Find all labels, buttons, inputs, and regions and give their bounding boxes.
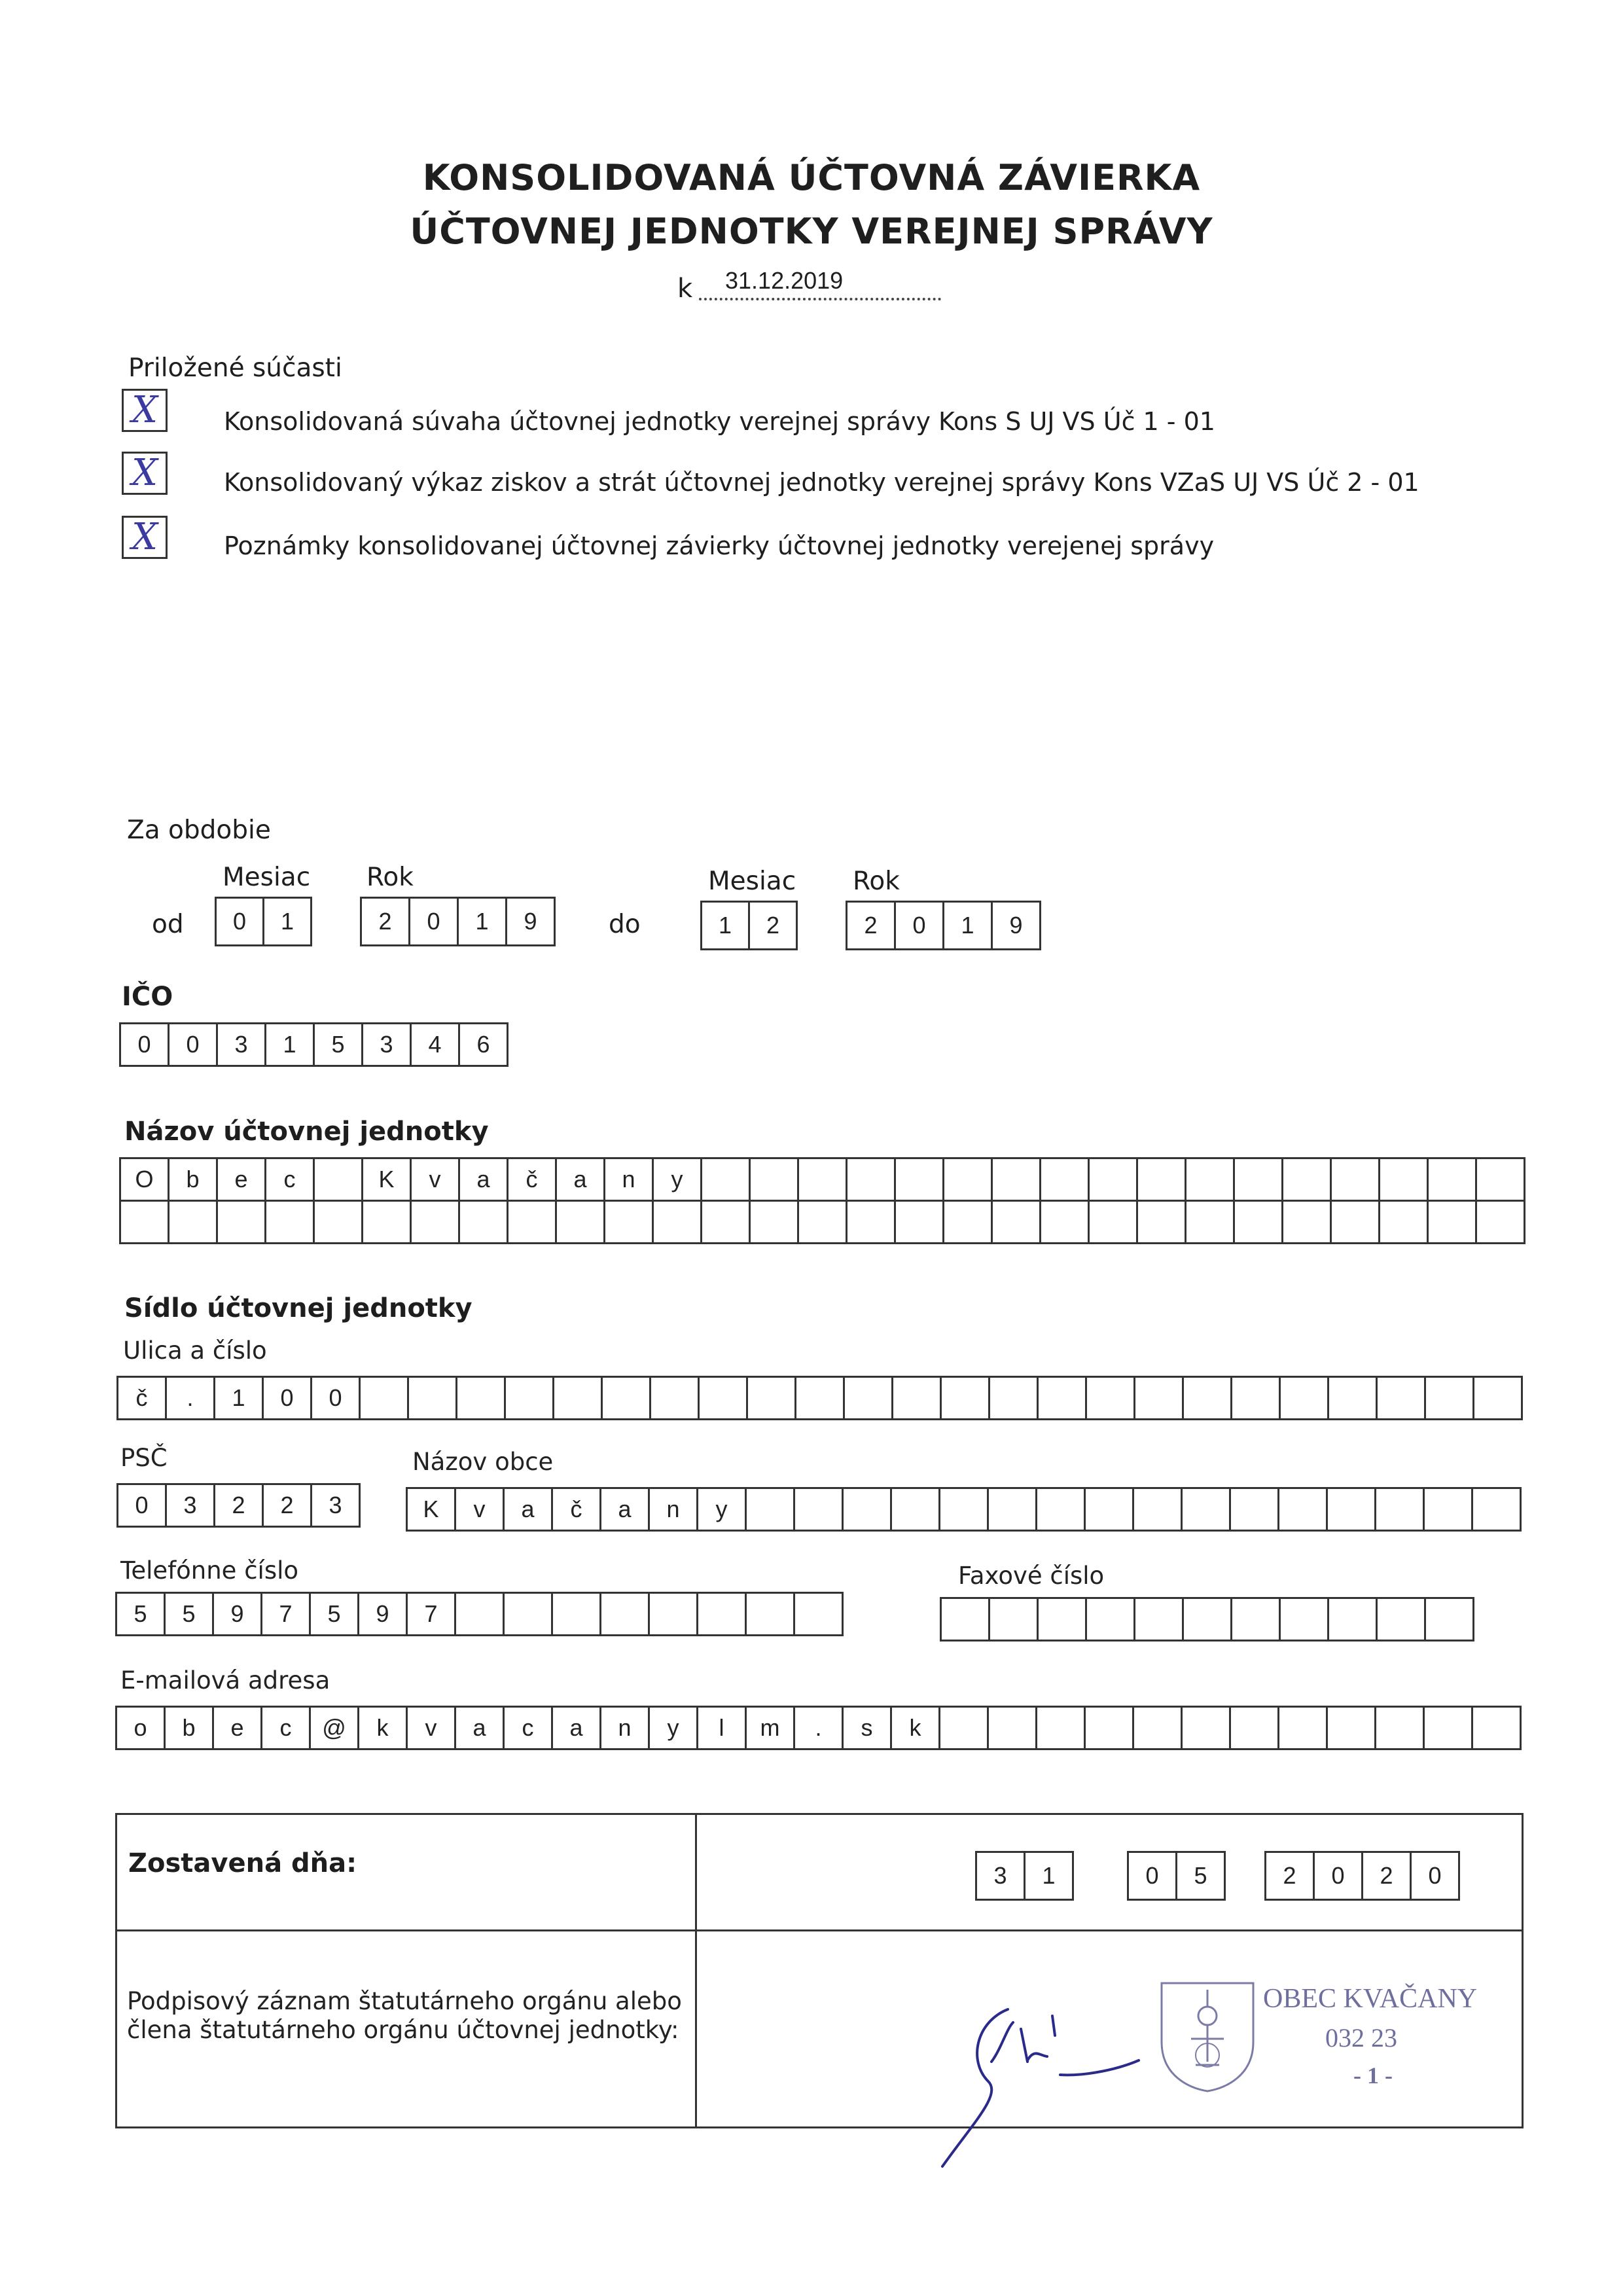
char-cell[interactable]: 3 — [312, 1483, 361, 1528]
town-field[interactable] — [406, 1487, 1522, 1532]
char-cell[interactable] — [315, 1157, 363, 1202]
char-cell[interactable] — [1329, 1597, 1378, 1641]
compiled-day-field[interactable] — [975, 1851, 1074, 1901]
char-cell[interactable]: y — [654, 1157, 702, 1202]
char-cell[interactable] — [506, 1376, 554, 1420]
char-cell[interactable] — [1474, 1376, 1523, 1420]
phone-field[interactable] — [115, 1592, 844, 1636]
char-cell[interactable] — [1473, 1706, 1522, 1750]
char-cell[interactable] — [508, 1200, 557, 1244]
char-cell[interactable] — [1329, 1376, 1378, 1420]
char-cell[interactable]: 0 — [312, 1376, 361, 1420]
char-cell[interactable] — [847, 1157, 896, 1202]
char-cell[interactable]: o — [117, 1706, 166, 1750]
char-cell[interactable]: 2 — [264, 1483, 312, 1528]
char-cell[interactable]: m — [747, 1706, 795, 1750]
char-cell[interactable] — [1425, 1706, 1473, 1750]
char-cell[interactable] — [1378, 1376, 1426, 1420]
char-cell[interactable] — [1184, 1597, 1232, 1641]
char-cell[interactable] — [651, 1376, 700, 1420]
char-cell[interactable] — [363, 1200, 412, 1244]
char-cell[interactable] — [1429, 1157, 1477, 1202]
char-cell[interactable] — [1231, 1487, 1279, 1532]
to-month-field[interactable] — [700, 901, 798, 950]
char-cell[interactable]: 3 — [363, 1022, 412, 1067]
char-cell[interactable] — [892, 1487, 940, 1532]
char-cell[interactable] — [169, 1200, 218, 1244]
char-cell[interactable] — [1232, 1376, 1281, 1420]
char-cell[interactable]: y — [698, 1487, 747, 1532]
char-cell[interactable]: 5 — [1177, 1851, 1226, 1901]
char-cell[interactable] — [1039, 1597, 1087, 1641]
char-cell[interactable] — [799, 1157, 847, 1202]
char-cell[interactable] — [1186, 1200, 1235, 1244]
from-month-label: Mesiac — [223, 863, 311, 892]
char-cell[interactable] — [1086, 1487, 1134, 1532]
char-cell[interactable]: @ — [311, 1706, 359, 1750]
char-cell[interactable]: y — [650, 1706, 698, 1750]
street-field[interactable] — [116, 1376, 1523, 1420]
handwritten-signature — [929, 1983, 1165, 2173]
char-cell[interactable] — [993, 1200, 1041, 1244]
char-cell[interactable]: a — [460, 1157, 508, 1202]
char-cell[interactable] — [698, 1592, 747, 1636]
char-cell[interactable] — [1186, 1157, 1235, 1202]
email-field[interactable] — [115, 1706, 1522, 1750]
char-cell[interactable] — [1086, 1706, 1134, 1750]
address-heading: Sídlo účtovnej jednotky — [124, 1293, 473, 1323]
char-cell[interactable] — [1425, 1487, 1473, 1532]
unit-name-row1[interactable] — [119, 1157, 1525, 1202]
char-cell[interactable] — [944, 1157, 993, 1202]
char-cell[interactable]: 1 — [266, 1022, 315, 1067]
char-cell[interactable] — [505, 1592, 553, 1636]
char-cell[interactable] — [266, 1200, 315, 1244]
char-cell[interactable]: v — [412, 1157, 460, 1202]
char-cell[interactable] — [942, 1597, 990, 1641]
char-cell[interactable]: 2 — [750, 901, 798, 950]
char-cell[interactable] — [1087, 1376, 1135, 1420]
char-cell[interactable] — [1283, 1157, 1332, 1202]
char-cell[interactable]: 9 — [507, 897, 556, 946]
char-cell[interactable]: 4 — [412, 1022, 460, 1067]
char-cell[interactable]: . — [167, 1376, 215, 1420]
char-cell[interactable] — [747, 1487, 795, 1532]
char-cell[interactable] — [1231, 1706, 1279, 1750]
char-cell[interactable] — [1332, 1200, 1380, 1244]
char-cell[interactable] — [1138, 1157, 1186, 1202]
char-cell[interactable]: 1 — [944, 901, 993, 950]
compiled-month-field[interactable] — [1127, 1851, 1226, 1901]
char-cell[interactable]: 2 — [215, 1483, 264, 1528]
char-cell[interactable] — [751, 1200, 799, 1244]
attachments-heading: Priložené súčasti — [128, 353, 342, 383]
from-year-field[interactable] — [360, 897, 556, 946]
signature-block-horizontal-divider — [115, 1929, 1524, 1931]
char-cell[interactable] — [1235, 1200, 1283, 1244]
char-cell[interactable] — [702, 1157, 751, 1202]
char-cell[interactable]: 3 — [977, 1851, 1026, 1901]
char-cell[interactable] — [554, 1376, 603, 1420]
char-cell[interactable]: k — [892, 1706, 940, 1750]
char-cell[interactable]: 0 — [264, 1376, 312, 1420]
char-cell[interactable] — [460, 1200, 508, 1244]
char-cell[interactable] — [1183, 1706, 1231, 1750]
char-cell[interactable] — [1135, 1597, 1184, 1641]
char-cell[interactable] — [993, 1157, 1041, 1202]
char-cell[interactable]: 0 — [1315, 1851, 1363, 1901]
char-cell[interactable] — [796, 1376, 845, 1420]
signature-record-line1: Podpisový záznam štatutárneho orgánu alebo — [127, 1987, 682, 2015]
phone-label: Telefónne číslo — [120, 1556, 299, 1585]
street-label: Ulica a číslo — [123, 1336, 267, 1365]
char-cell[interactable] — [1281, 1376, 1329, 1420]
char-cell[interactable]: 3 — [218, 1022, 266, 1067]
char-cell[interactable] — [1279, 1487, 1328, 1532]
unit-name-label: Názov účtovnej jednotky — [124, 1117, 489, 1147]
signature-record-line2: člena štatutárneho orgánu účtovnej jednotky: — [127, 2016, 679, 2044]
ico-label: IČO — [122, 982, 173, 1012]
char-cell[interactable] — [1328, 1487, 1376, 1532]
char-cell[interactable] — [1376, 1487, 1425, 1532]
char-cell[interactable] — [654, 1200, 702, 1244]
char-cell[interactable] — [990, 1376, 1039, 1420]
char-cell[interactable] — [1376, 1706, 1425, 1750]
char-cell[interactable] — [795, 1592, 844, 1636]
char-cell[interactable] — [1279, 1706, 1328, 1750]
char-cell[interactable]: 0 — [217, 897, 264, 946]
coat-of-arms-stamp-icon — [1155, 1977, 1260, 2094]
closing-date: 31.12.2019 — [725, 267, 844, 294]
from-month-field[interactable] — [215, 897, 312, 946]
char-cell[interactable] — [1090, 1200, 1138, 1244]
psc-label: PSČ — [120, 1444, 168, 1472]
char-cell[interactable]: K — [363, 1157, 412, 1202]
char-cell[interactable]: c — [505, 1706, 553, 1750]
unit-name-row2[interactable] — [119, 1200, 1525, 1244]
char-cell[interactable] — [315, 1200, 363, 1244]
char-cell[interactable] — [799, 1200, 847, 1244]
char-cell[interactable] — [605, 1200, 654, 1244]
char-cell[interactable] — [650, 1592, 698, 1636]
char-cell[interactable] — [1037, 1706, 1086, 1750]
char-cell[interactable] — [1134, 1706, 1183, 1750]
char-cell[interactable] — [844, 1487, 892, 1532]
char-cell[interactable] — [412, 1200, 460, 1244]
char-cell[interactable] — [457, 1376, 506, 1420]
attachment-label-1: Konsolidovaná súvaha účtovnej jednotky verejnej správy Kons S UJ VS Úč 1 - 01 — [224, 407, 1215, 436]
period-heading: Za obdobie — [127, 816, 271, 845]
checkbox-mark-3: X — [132, 516, 158, 558]
char-cell[interactable] — [845, 1376, 893, 1420]
char-cell[interactable]: 6 — [460, 1022, 508, 1067]
char-cell[interactable] — [1426, 1597, 1474, 1641]
fax-label: Faxové číslo — [958, 1562, 1105, 1590]
char-cell[interactable]: b — [166, 1706, 214, 1750]
char-cell[interactable] — [1090, 1157, 1138, 1202]
town-label: Názov obce — [412, 1448, 554, 1476]
char-cell[interactable] — [218, 1200, 266, 1244]
char-cell[interactable] — [553, 1592, 601, 1636]
char-cell[interactable] — [990, 1597, 1039, 1641]
char-cell[interactable] — [1378, 1597, 1426, 1641]
char-cell[interactable]: 9 — [993, 901, 1041, 950]
char-cell[interactable]: . — [795, 1706, 844, 1750]
char-cell[interactable] — [700, 1376, 748, 1420]
char-cell[interactable] — [1135, 1376, 1184, 1420]
compiled-on-label: Zostavená dňa: — [128, 1848, 357, 1878]
char-cell[interactable] — [751, 1157, 799, 1202]
char-cell[interactable] — [940, 1706, 989, 1750]
char-cell[interactable]: 0 — [118, 1483, 167, 1528]
char-cell[interactable] — [989, 1487, 1037, 1532]
char-cell[interactable]: 9 — [359, 1592, 408, 1636]
date-prefix: k — [677, 274, 693, 304]
char-cell[interactable] — [1328, 1706, 1376, 1750]
char-cell[interactable]: a — [505, 1487, 553, 1532]
char-cell[interactable] — [1183, 1487, 1231, 1532]
char-cell[interactable] — [601, 1592, 650, 1636]
char-cell[interactable]: 1 — [215, 1376, 264, 1420]
char-cell[interactable]: 2 — [362, 897, 410, 946]
char-cell[interactable]: 5 — [311, 1592, 359, 1636]
char-cell[interactable]: 2 — [1363, 1851, 1412, 1901]
char-cell[interactable]: k — [359, 1706, 408, 1750]
char-cell[interactable]: l — [698, 1706, 747, 1750]
char-cell[interactable] — [940, 1487, 989, 1532]
char-cell[interactable]: n — [650, 1487, 698, 1532]
char-cell[interactable]: O — [121, 1157, 169, 1202]
char-cell[interactable] — [1087, 1597, 1135, 1641]
char-cell[interactable]: e — [218, 1157, 266, 1202]
compiled-year-field[interactable] — [1264, 1851, 1460, 1901]
char-cell[interactable] — [1332, 1157, 1380, 1202]
char-cell[interactable]: n — [601, 1706, 650, 1750]
to-month-label: Mesiac — [708, 867, 796, 896]
char-cell[interactable]: c — [262, 1706, 311, 1750]
char-cell[interactable]: 5 — [166, 1592, 214, 1636]
to-year-field[interactable] — [846, 901, 1041, 950]
char-cell[interactable]: 0 — [410, 897, 459, 946]
signature-block-vertical-divider — [695, 1813, 697, 2128]
char-cell[interactable] — [1235, 1157, 1283, 1202]
char-cell[interactable]: 1 — [702, 901, 750, 950]
char-cell[interactable] — [456, 1592, 505, 1636]
char-cell[interactable]: v — [456, 1487, 505, 1532]
char-cell[interactable]: 5 — [315, 1022, 363, 1067]
char-cell[interactable] — [747, 1592, 795, 1636]
checkbox-mark-2: X — [132, 452, 158, 494]
char-cell[interactable]: 0 — [896, 901, 944, 950]
attachment-label-2: Konsolidovaný výkaz ziskov a strát účtovnej jednotky verejnej správy Kons VZaS UJ VS Úč 2 - 01 — [224, 468, 1419, 497]
char-cell[interactable]: c — [266, 1157, 315, 1202]
email-label: E-mailová adresa — [120, 1666, 330, 1695]
char-cell[interactable] — [847, 1200, 896, 1244]
char-cell[interactable] — [1429, 1200, 1477, 1244]
stamp-postal-code: 032 23 — [1325, 2023, 1397, 2053]
char-cell[interactable]: 7 — [408, 1592, 456, 1636]
char-cell[interactable]: 0 — [1129, 1851, 1177, 1901]
to-label: do — [609, 910, 641, 939]
char-cell[interactable] — [1041, 1157, 1090, 1202]
char-cell[interactable] — [1477, 1157, 1525, 1202]
from-year-label: Rok — [366, 863, 414, 892]
document-title-line1: KONSOLIDOVANÁ ÚČTOVNÁ ZÁVIERKA — [422, 157, 1201, 198]
char-cell[interactable] — [1477, 1200, 1525, 1244]
char-cell[interactable]: 5 — [117, 1592, 166, 1636]
char-cell[interactable]: e — [214, 1706, 262, 1750]
char-cell[interactable]: a — [456, 1706, 505, 1750]
char-cell[interactable] — [1473, 1487, 1522, 1532]
char-cell[interactable]: n — [605, 1157, 654, 1202]
char-cell[interactable] — [893, 1376, 942, 1420]
char-cell[interactable] — [1380, 1200, 1429, 1244]
char-cell[interactable]: 1 — [1026, 1851, 1074, 1901]
char-cell[interactable] — [1283, 1200, 1332, 1244]
char-cell[interactable]: a — [557, 1157, 605, 1202]
char-cell[interactable]: 0 — [1412, 1851, 1460, 1901]
char-cell[interactable]: 0 — [121, 1022, 169, 1067]
char-cell[interactable]: 7 — [262, 1592, 311, 1636]
char-cell[interactable] — [1041, 1200, 1090, 1244]
char-cell[interactable]: v — [408, 1706, 456, 1750]
char-cell[interactable]: a — [601, 1487, 650, 1532]
char-cell[interactable]: 1 — [459, 897, 507, 946]
char-cell[interactable]: s — [844, 1706, 892, 1750]
char-cell[interactable]: 2 — [847, 901, 896, 950]
char-cell[interactable]: K — [408, 1487, 456, 1532]
char-cell[interactable] — [1281, 1597, 1329, 1641]
char-cell[interactable]: 3 — [167, 1483, 215, 1528]
char-cell[interactable] — [1426, 1376, 1474, 1420]
char-cell[interactable] — [1138, 1200, 1186, 1244]
char-cell[interactable] — [748, 1376, 796, 1420]
char-cell[interactable] — [1037, 1487, 1086, 1532]
char-cell[interactable]: a — [553, 1706, 601, 1750]
ico-field[interactable] — [119, 1022, 508, 1067]
char-cell[interactable]: 2 — [1266, 1851, 1315, 1901]
char-cell[interactable] — [1380, 1157, 1429, 1202]
char-cell[interactable] — [795, 1487, 844, 1532]
char-cell[interactable] — [409, 1376, 457, 1420]
psc-field[interactable] — [116, 1483, 361, 1528]
char-cell[interactable]: č — [508, 1157, 557, 1202]
char-cell[interactable] — [361, 1376, 409, 1420]
stamp-number: - 1 - — [1353, 2062, 1393, 2089]
char-cell[interactable] — [942, 1376, 990, 1420]
char-cell[interactable]: b — [169, 1157, 218, 1202]
char-cell[interactable]: č — [118, 1376, 167, 1420]
to-year-label: Rok — [853, 867, 900, 896]
date-dotted-line — [699, 298, 941, 300]
char-cell[interactable] — [896, 1157, 944, 1202]
checkbox-mark-1: X — [132, 389, 158, 431]
char-cell[interactable] — [121, 1200, 169, 1244]
char-cell[interactable]: 0 — [169, 1022, 218, 1067]
char-cell[interactable] — [989, 1706, 1037, 1750]
stamp-municipality: OBEC KVAČANY — [1263, 1984, 1478, 2014]
char-cell[interactable] — [1232, 1597, 1281, 1641]
char-cell[interactable] — [1184, 1376, 1232, 1420]
document-title-line2: ÚČTOVNEJ JEDNOTKY VEREJNEJ SPRÁVY — [410, 211, 1213, 252]
char-cell[interactable]: 1 — [264, 897, 312, 946]
attachment-label-3: Poznámky konsolidovanej účtovnej závierky účtovnej jednotky verejenej správy — [224, 531, 1215, 560]
char-cell[interactable]: 9 — [214, 1592, 262, 1636]
char-cell[interactable] — [944, 1200, 993, 1244]
char-cell[interactable] — [557, 1200, 605, 1244]
fax-field[interactable] — [940, 1597, 1474, 1641]
char-cell[interactable]: č — [553, 1487, 601, 1532]
char-cell[interactable] — [1134, 1487, 1183, 1532]
from-label: od — [152, 910, 184, 939]
char-cell[interactable] — [1039, 1376, 1087, 1420]
char-cell[interactable] — [896, 1200, 944, 1244]
char-cell[interactable] — [702, 1200, 751, 1244]
char-cell[interactable] — [603, 1376, 651, 1420]
